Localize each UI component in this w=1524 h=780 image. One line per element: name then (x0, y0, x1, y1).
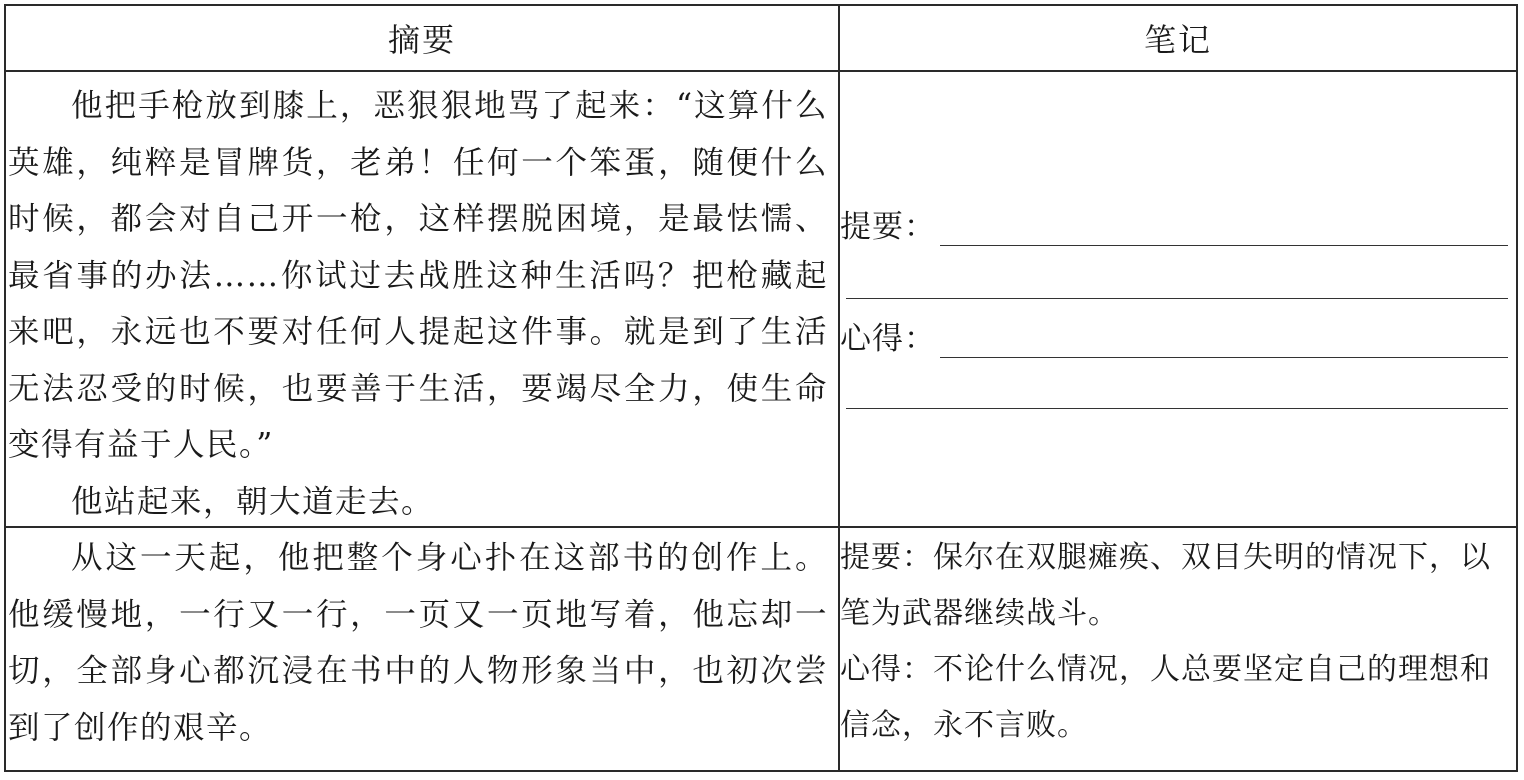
row1-notes-cell (840, 66, 1508, 520)
notes-column-header: 笔记 (1143, 21, 1212, 59)
outline-answer-line-2[interactable] (846, 298, 1508, 299)
row2-notes-cell (840, 530, 1508, 760)
summary-paragraph: 他把手枪放到膝上，恶狠狠地骂了起来：“这算什么英雄，纯粹是冒牌货，老弟！任何一个笨蛋，随便什么时候，都会对自己开一枪，这样摆脱困境，是最怯懦、最省事的办法……你试过去战胜这种生活吗？把枪藏起来吧，永远也不要对任何人提起这件事。就是到了生活无法忍受的时候，也要善于生活，要竭尽全力，使生命变得有益于人民。” (8, 88, 828, 463)
outline-field[interactable] (840, 200, 1508, 248)
outline-note: 提要：保尔在双腿瘫痪、双目失明的情况下，以笔为武器继续战斗。 (840, 540, 1491, 631)
insight-label: 心得： (840, 321, 936, 357)
insight-field[interactable] (840, 312, 1508, 360)
summary-paragraph: 从这一天起，他把整个身心扑在这部书的创作上。他缓慢地，一行又一行，一页又一页地写着，他忘却一切，全部身心都沉浸在书中的人物形象当中，也初次尝到了创作的艰辛。 (8, 540, 828, 746)
summary-column-header: 摘要 (387, 21, 456, 59)
insight-note: 心得：不论什么情况，人总要坚定自己的理想和信念，永不言败。 (840, 652, 1491, 743)
insight-answer-line-2[interactable] (846, 408, 1508, 409)
outline-answer-line[interactable] (940, 245, 1508, 246)
outline-label: 提要： (840, 209, 936, 245)
row2-summary-cell (8, 530, 828, 760)
insight-answer-line[interactable] (940, 357, 1508, 358)
summary-paragraph: 他站起来，朝大道走去。 (71, 483, 435, 520)
row1-summary-cell (8, 78, 828, 518)
